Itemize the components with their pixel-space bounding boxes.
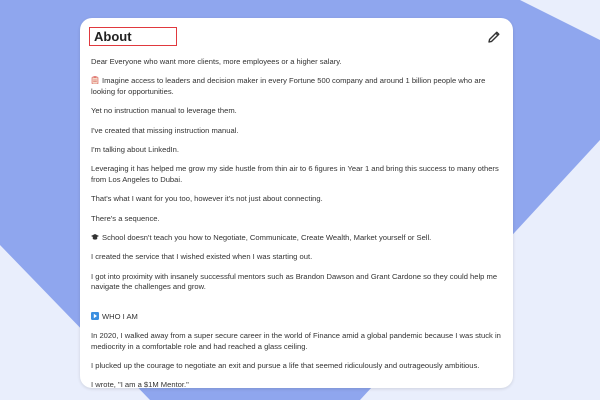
about-paragraph: Dear Everyone who want more clients, more employees or a higher salary. — [91, 57, 342, 66]
about-content — [91, 57, 505, 388]
about-paragraph: Imagine access to leaders and decision maker in every Fortune 500 company and around 1 billion people who are looking for opportunities. — [91, 76, 486, 96]
about-card — [80, 18, 513, 388]
clipboard-icon — [91, 76, 99, 84]
about-paragraph: There's a sequence. — [91, 213, 160, 223]
about-paragraph: That's what I want for you too, however it's not just about connecting. — [91, 194, 323, 204]
about-paragraph: School doesn't teach you how to Negotiate, Communicate, Create Wealth, Market yourself or Sell. — [91, 233, 505, 243]
graduation-cap-icon — [91, 233, 99, 241]
about-paragraph: I wrote, "I am a $1M Mentor." — [91, 380, 189, 388]
about-paragraph: I created the service that I wished existed when I was starting out. — [91, 252, 313, 262]
about-title: About — [94, 29, 132, 44]
pencil-icon — [486, 29, 502, 45]
about-paragraph: I plucked up the courage to negotiate an exit and pursue a life that seemed ridiculously and outrageously ambitious. — [91, 360, 480, 370]
about-paragraph: WHO I AM — [91, 312, 505, 322]
edit-button[interactable] — [486, 29, 502, 45]
about-header-highlight — [89, 27, 177, 46]
about-paragraph: I got into proximity with insanely successful mentors such as Brandon Dawson and Grant Cardone so they could help me navigate the challenges and grow. — [91, 271, 498, 292]
about-paragraph: Yet no instruction manual to leverage them. — [91, 106, 237, 116]
about-paragraph: I've created that missing instruction manual. — [91, 125, 239, 135]
about-paragraph: I'm talking about LinkedIn. — [91, 145, 179, 155]
play-button-icon — [91, 312, 99, 320]
about-paragraph: Leveraging it has helped me grow my side hustle from thin air to 6 figures in Year 1 and bring this success to many others from Los Angeles to Dubai. — [91, 164, 499, 184]
about-paragraph: In 2020, I walked away from a super secure career in the world of Finance amid a global pandemic because I was stuck in mediocrity in a comfortable role and had reached a glass ceiling. — [91, 331, 501, 351]
